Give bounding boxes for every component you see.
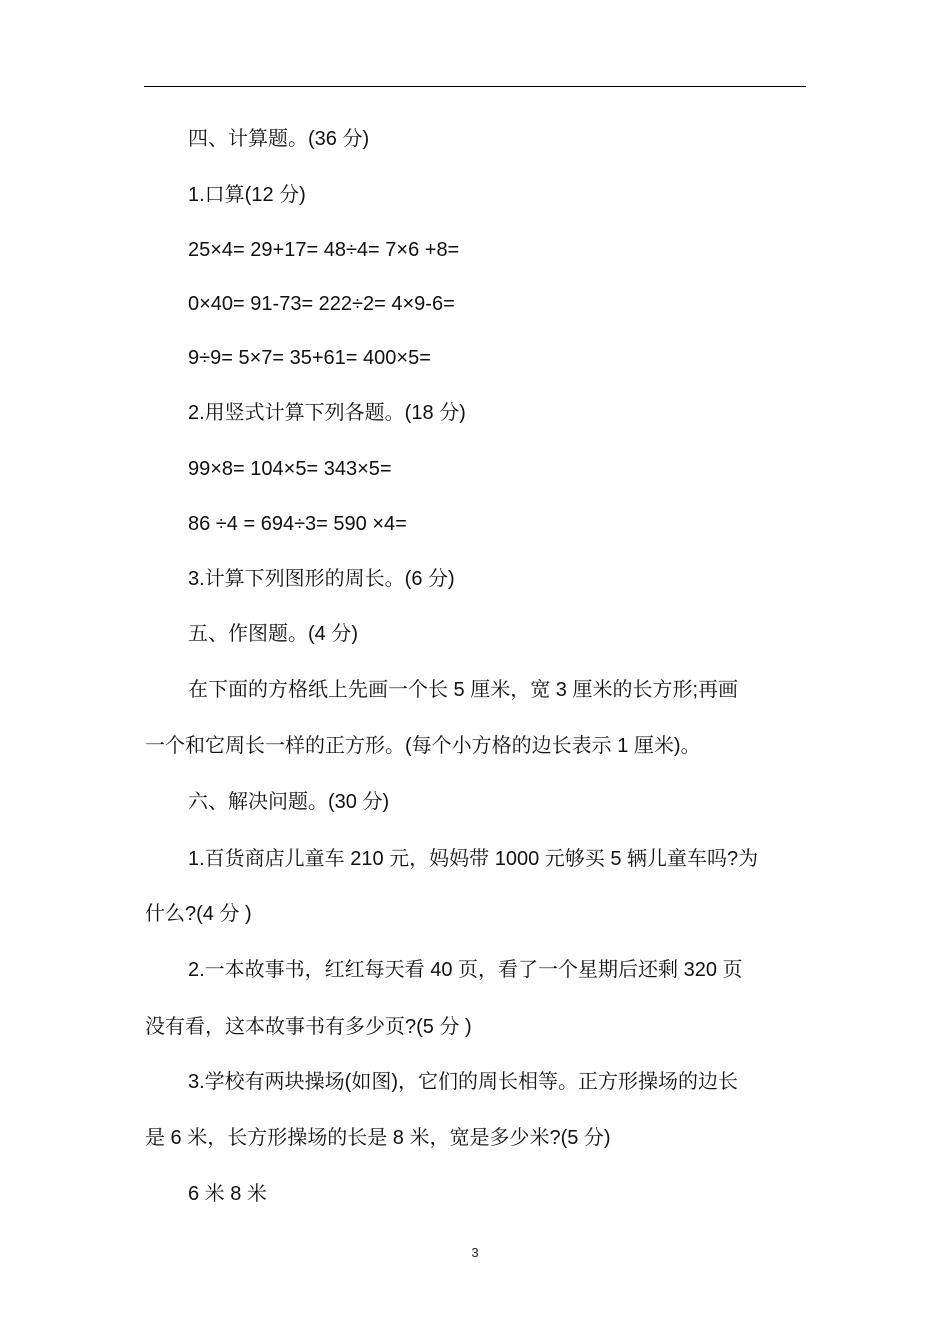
oral-row-2: 0×40= 91-73= 222÷2= 4×9-6= xyxy=(188,293,455,315)
section-4-heading: 四、计算题。(36 分) xyxy=(188,128,370,150)
section-5-heading: 五、作图题。(4 分) xyxy=(188,623,358,645)
drawing-instruction-line-1: 在下面的方格纸上先画一个长 5 厘米，宽 3 厘米的长方形;再画 xyxy=(188,679,739,701)
problem-3-line-2: 是 6 米，长方形操场的长是 8 米，宽是多少米?(5 分) xyxy=(145,1127,611,1149)
oral-row-1: 25×4= 29+17= 48÷4= 7×6 +8= xyxy=(188,239,460,261)
page-number: 3 xyxy=(471,1245,479,1260)
header-rule xyxy=(144,86,806,87)
vertical-row-2: 86 ÷4 = 694÷3= 590 ×4= xyxy=(188,513,407,535)
drawing-instruction-line-2: 一个和它周长一样的正方形。(每个小方格的边长表示 1 厘米)。 xyxy=(145,735,701,757)
oral-row-3: 9÷9= 5×7= 35+61= 400×5= xyxy=(188,347,431,369)
problem-2-line-1: 2.一本故事书，红红每天看 40 页，看了一个星期后还剩 320 页 xyxy=(188,959,743,981)
section-6-heading: 六、解决问题。(30 分) xyxy=(188,791,390,813)
problem-3-line-1: 3.学校有两块操场(如图)，它们的周长相等。正方形操场的边长 xyxy=(188,1071,738,1093)
problem-2-line-2: 没有看，这本故事书有多少页?(5 分 ) xyxy=(145,1016,472,1038)
vertical-row-1: 99×8= 104×5= 343×5= xyxy=(188,458,392,480)
figure-labels: 6 米 8 米 xyxy=(188,1183,267,1205)
problem-1-line-1: 1.百货商店儿童车 210 元，妈妈带 1000 元够买 5 辆儿童车吗?为 xyxy=(188,848,759,870)
q3-perimeter-heading: 3.计算下列图形的周长。(6 分) xyxy=(188,568,455,590)
q2-vertical-heading: 2.用竖式计算下列各题。(18 分) xyxy=(188,402,466,424)
q1-oral-heading: 1.口算(12 分) xyxy=(188,184,306,206)
problem-1-line-2: 什么?(4 分 ) xyxy=(145,903,252,925)
